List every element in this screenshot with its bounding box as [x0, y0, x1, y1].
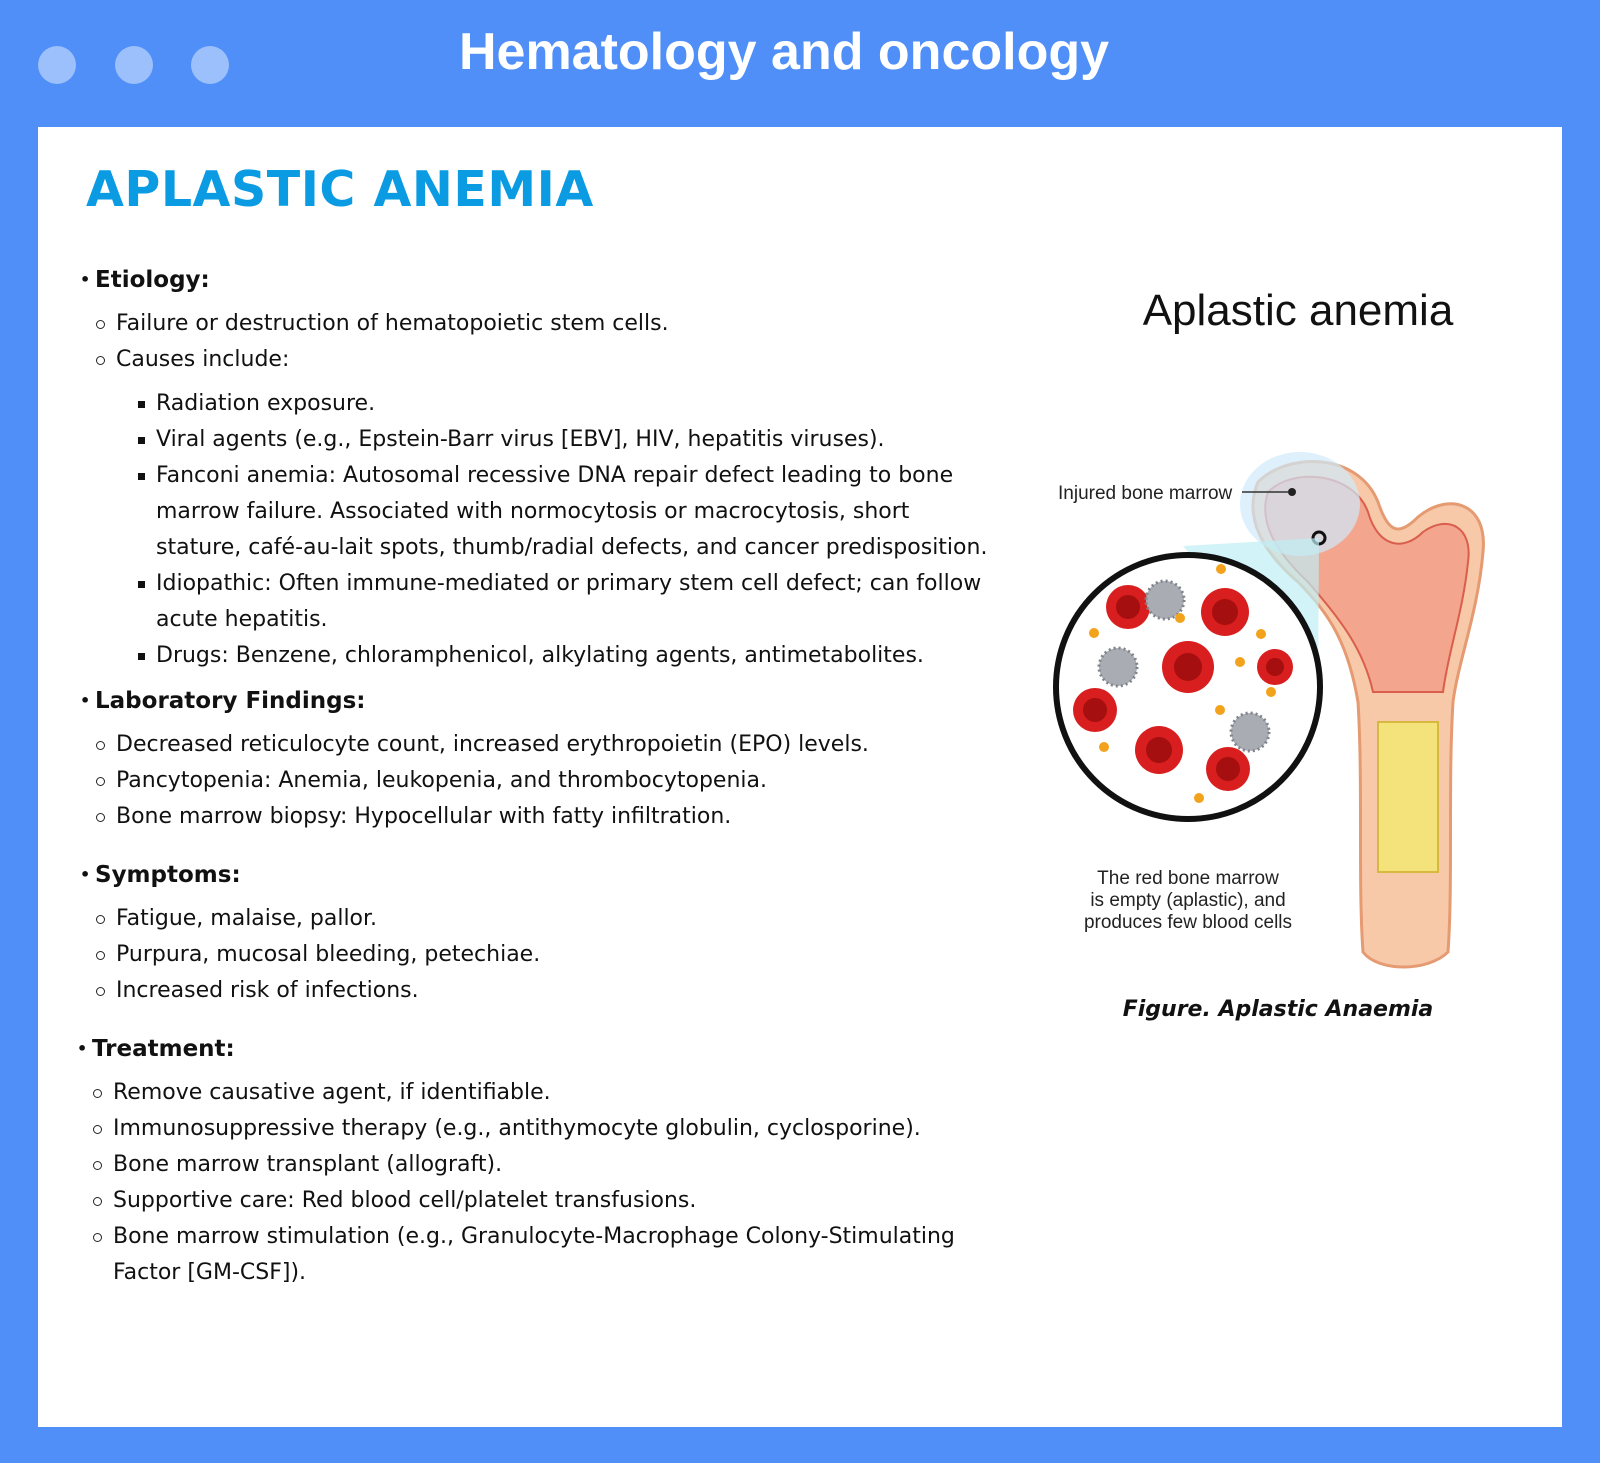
bone-marrow-diagram — [1028, 282, 1528, 1042]
injured-marrow-marker — [1288, 488, 1296, 496]
list-item: Fatigue, malaise, pallor. — [80, 901, 1000, 937]
white-blood-cell — [1099, 648, 1137, 686]
notes-content — [80, 262, 1000, 1291]
empty-marrow-label-line-3: produces few blood cells — [1083, 912, 1293, 933]
figure-caption: Figure. Aplastic Anaemia — [1122, 997, 1434, 1022]
platelet — [1266, 687, 1276, 697]
list-item: Causes include: — [80, 342, 1000, 378]
marrow-cavity — [1378, 722, 1438, 872]
list-item: Purpura, mucosal bleeding, petechiae. — [80, 937, 1000, 973]
list-item: Pancytopenia: Anemia, leukopenia, and thrombocytopenia. — [80, 763, 1000, 799]
platelet — [1235, 657, 1245, 667]
list-item: Failure or destruction of hematopoietic stem cells. — [80, 306, 1000, 342]
section-etiology — [80, 262, 1000, 674]
list-item: Fanconi anemia: Autosomal recessive DNA repair defect leading to bone marrow failure. Associated with normocytosis or macrocytosis, short stature, café-au-lait spots, thumb/radial defects, and cancer predisposition. — [136, 458, 1000, 566]
empty-marrow-label-line-2: is empty (aplastic), and — [1090, 890, 1286, 911]
list-item: Drugs: Benzene, chloramphenicol, alkylating agents, antimetabolites. — [136, 638, 1000, 674]
injured-bone-marrow-label: Injured bone marrow — [1058, 483, 1233, 504]
white-blood-cell — [1231, 713, 1269, 751]
list-item: Viral agents (e.g., Epstein-Barr virus [EBV], HIV, hepatitis viruses). — [136, 422, 1000, 458]
section-heading: • Symptoms: — [80, 857, 1000, 893]
list-item: Radiation exposure. — [136, 386, 1000, 422]
platelet — [1175, 613, 1185, 623]
platelet — [1194, 793, 1204, 803]
section-heading: • Etiology: — [80, 262, 1000, 298]
list-item: Remove causative agent, if identifiable. — [77, 1075, 1000, 1111]
platelet — [1215, 705, 1225, 715]
page-title: APLASTIC ANEMIA — [86, 161, 594, 218]
aplastic-anemia-illustration — [1028, 282, 1528, 1042]
figure-title: Aplastic anemia — [1142, 286, 1454, 335]
platelet — [1089, 628, 1099, 638]
list-item: Idiopathic: Often immune-mediated or primary stem cell defect; can follow acute hepatitis. — [136, 566, 1000, 638]
list-item: Bone marrow biopsy: Hypocellular with fatty infiltration. — [80, 799, 1000, 835]
list-item: Immunosuppressive therapy (e.g., antithymocyte globulin, cyclosporine). — [77, 1111, 1000, 1147]
platelet — [1256, 629, 1266, 639]
section-treatment — [80, 1031, 1000, 1291]
list-item: Supportive care: Red blood cell/platelet transfusions. — [77, 1183, 1000, 1219]
list-item: Bone marrow transplant (allograft). — [77, 1147, 1000, 1183]
section-heading: • Treatment: — [77, 1031, 1000, 1067]
list-item: Decreased reticulocyte count, increased erythropoietin (EPO) levels. — [80, 727, 1000, 763]
empty-marrow-label-line-1: The red bone marrow — [1097, 868, 1279, 889]
list-item: Increased risk of infections. — [80, 973, 1000, 1009]
section-lab-findings — [80, 683, 1000, 835]
section-symptoms — [80, 857, 1000, 1009]
platelet — [1216, 564, 1226, 574]
list-item: Bone marrow stimulation (e.g., Granulocyte-Macrophage Colony-Stimulating Factor [GM-CSF]). — [77, 1219, 1000, 1291]
platelet — [1099, 742, 1109, 752]
content-card — [38, 127, 1562, 1427]
window-titlebar — [0, 0, 1600, 127]
window-title: Hematology and oncology — [458, 23, 1110, 81]
section-heading: • Laboratory Findings: — [80, 683, 1000, 719]
